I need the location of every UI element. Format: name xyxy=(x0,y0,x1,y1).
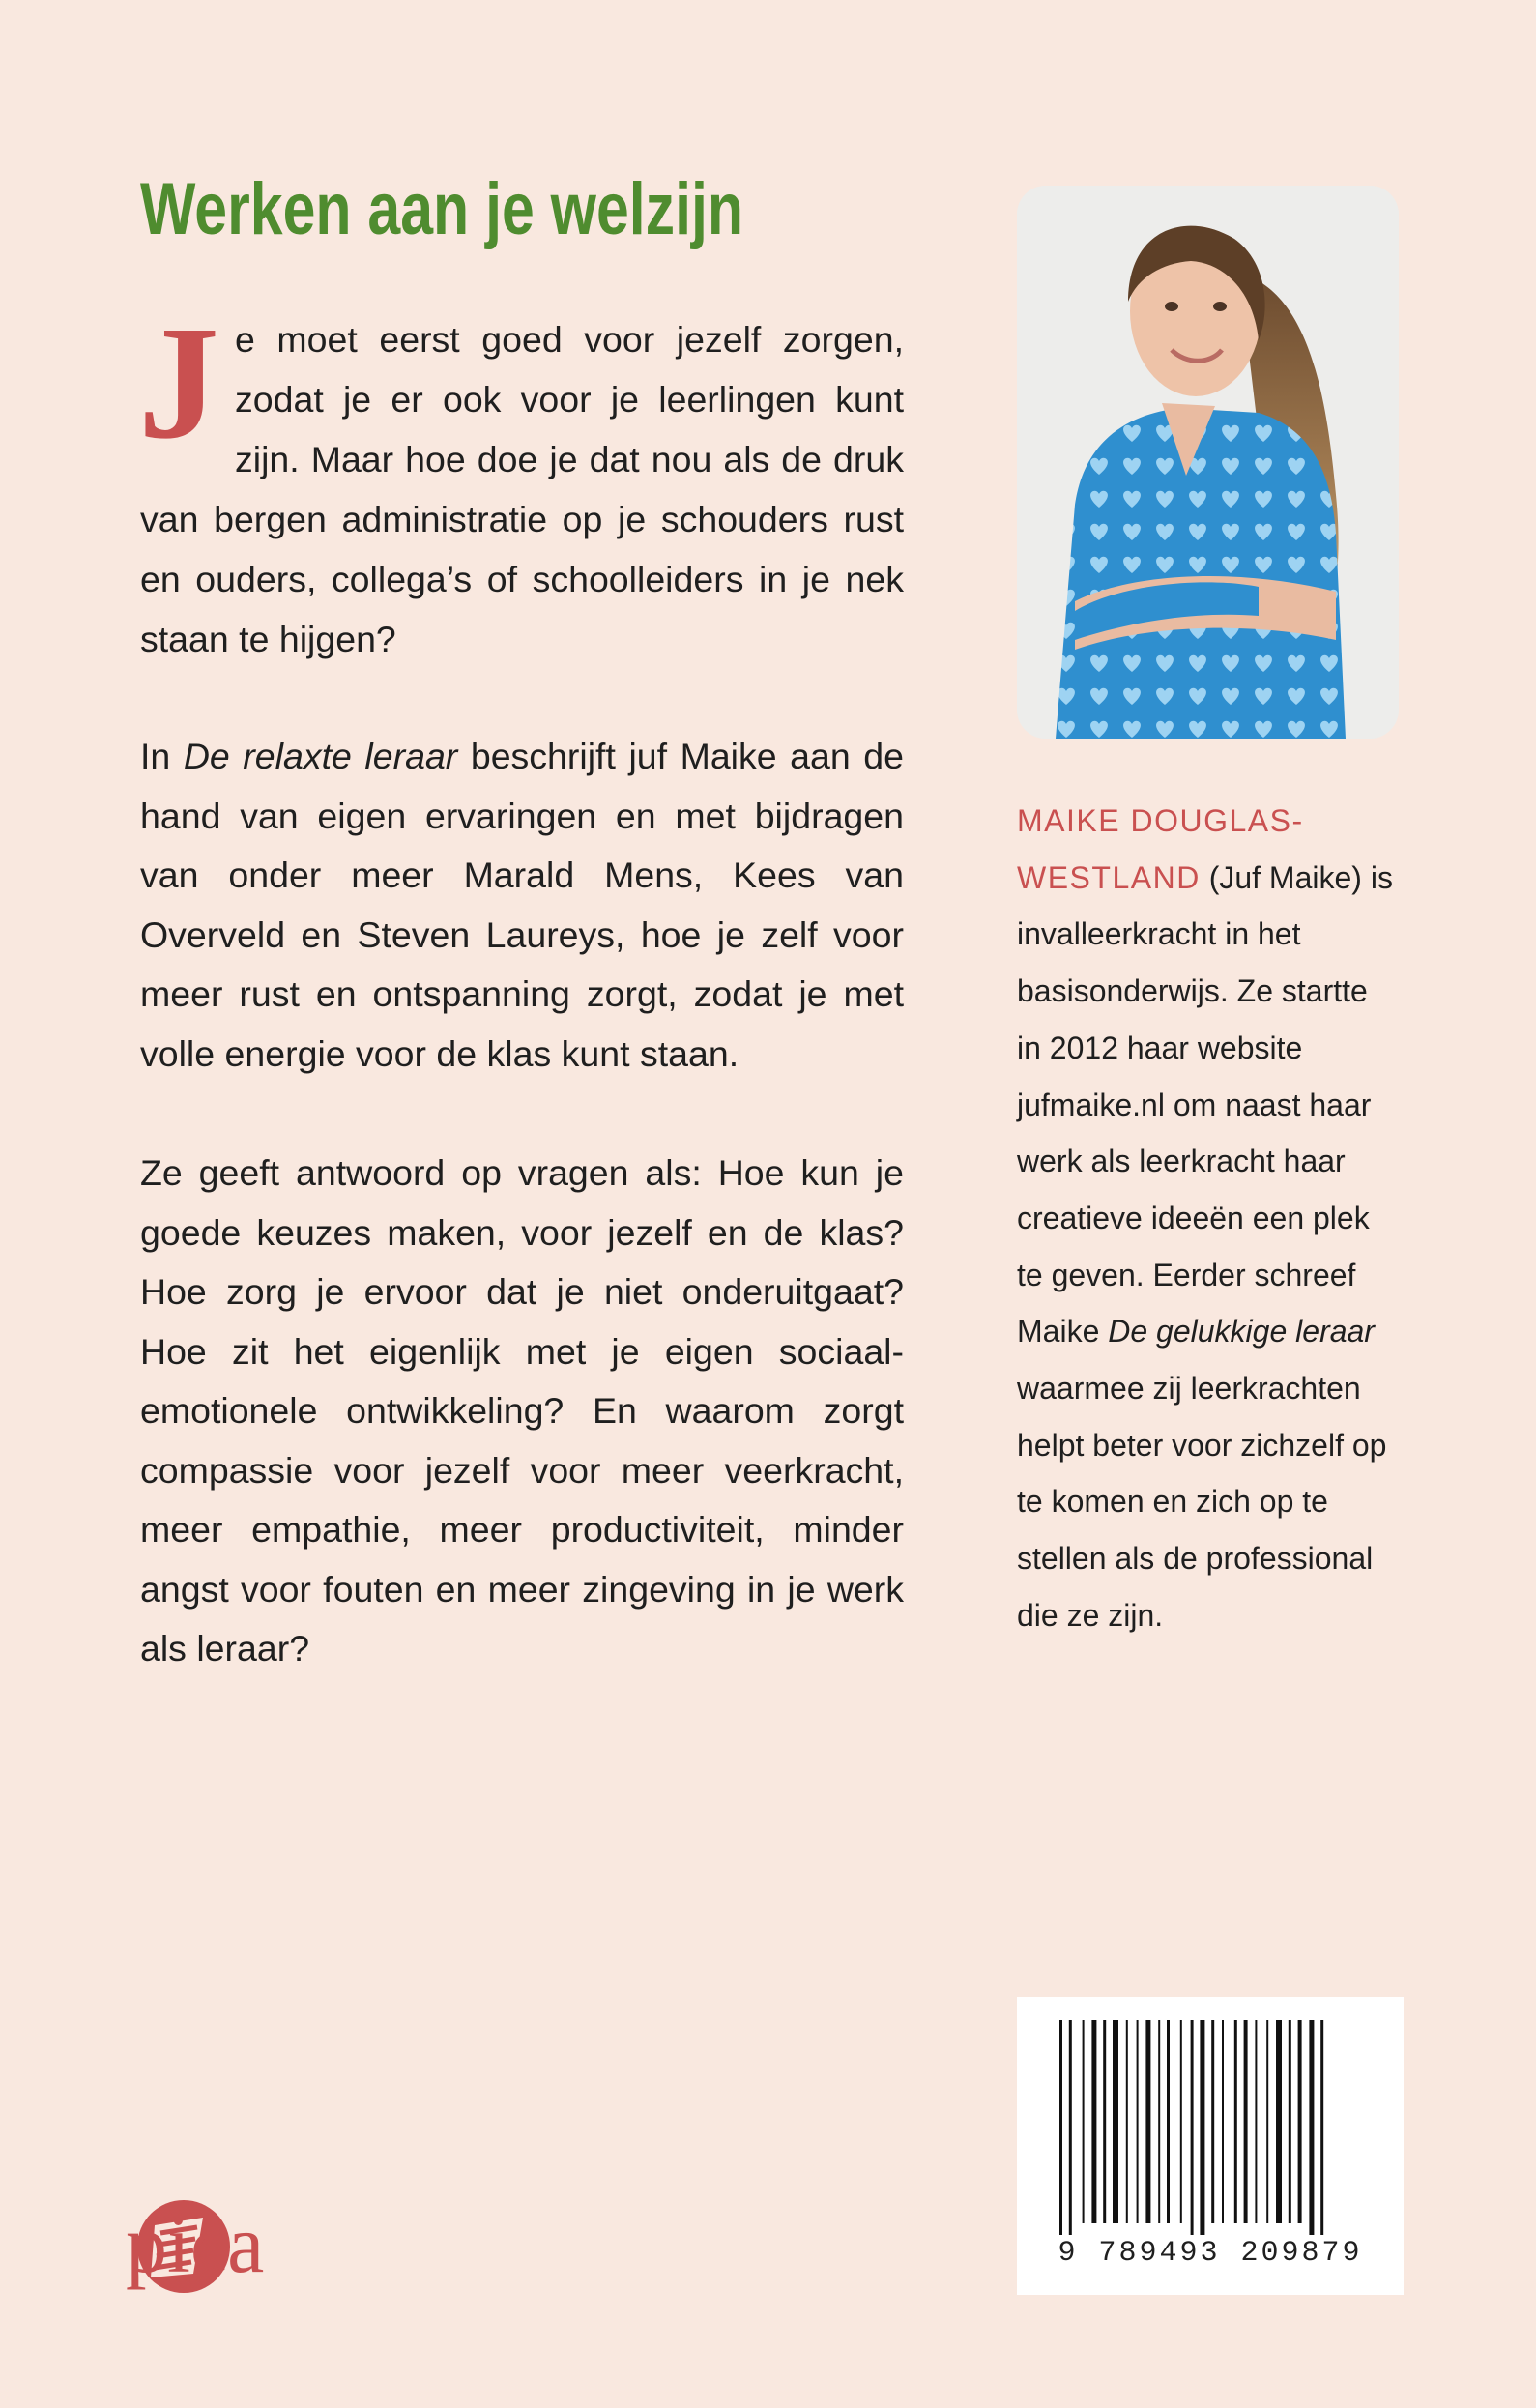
barcode-bar xyxy=(1200,2020,1204,2235)
barcode-bar xyxy=(1137,2020,1139,2223)
questions-paragraph: Ze geeft antwoord op vragen als: Hoe kun je goede keuzes maken, voor jezelf en de klas? Hoe zorg je ervoor dat je niet onderuitgaat? Hoe zit het eigenlijk met je eigen sociaal-emotionele ontwikkeling? En waarom zorgt compassie voor jezelf voor meer veerkracht, meer empathie, meer productiviteit, minder angst voor fouten en meer zingeving in je werk als leraar? xyxy=(140,1152,904,1668)
publisher-name: pica xyxy=(126,2197,265,2290)
barcode-bar xyxy=(1103,2020,1106,2223)
barcode-bar xyxy=(1126,2020,1128,2223)
book-title: De relaxte leraar xyxy=(183,736,458,776)
author-portrait-image xyxy=(1017,186,1399,739)
author-name: MAIKE DOUGLAS-WESTLAND xyxy=(1017,803,1304,895)
barcode-bar xyxy=(1289,2020,1291,2223)
barcode-bar xyxy=(1091,2020,1096,2223)
barcode-bar xyxy=(1158,2020,1160,2223)
barcode-bar xyxy=(1211,2020,1214,2223)
barcode-bar xyxy=(1145,2020,1150,2223)
description-prefix: In xyxy=(140,736,184,776)
author-photo xyxy=(1017,186,1399,739)
description-text: beschrijft juf Maike aan de hand van eigen ervaringen en met bijdragen van onder meer Marald Mens, Kees van Overveld en Steven Laureys, hoe je zelf voor meer rust en ontspanning zorgt, zodat je met volle energie voor de klas kunt staan. xyxy=(140,736,904,1074)
barcode-bar xyxy=(1244,2020,1248,2223)
description-paragraph xyxy=(140,727,904,1084)
barcode-bar xyxy=(1320,2020,1323,2235)
barcode-bar xyxy=(1266,2020,1268,2223)
isbn-barcode xyxy=(1017,1997,1404,2295)
barcode-bar xyxy=(1309,2020,1314,2235)
barcode-bar xyxy=(1255,2020,1257,2223)
barcode-bar xyxy=(1191,2020,1194,2235)
blurb-paragraph xyxy=(138,293,904,669)
barcode-bar xyxy=(1113,2020,1118,2223)
barcode-bar xyxy=(1180,2020,1182,2223)
barcode-bar xyxy=(1167,2020,1170,2223)
author-bio-part1: (Juf Maike) is invalleerkracht in het basisonderwijs. Ze startte in 2012 haar website jufmaike.nl om naast haar werk als leerkracht haar creatieve ideeën een plek te geven. Eerder schreef Maike xyxy=(1017,859,1393,1349)
isbn-number: 9 789493 209879 xyxy=(1058,2237,1363,2270)
barcode-bar xyxy=(1059,2020,1062,2235)
author-bio-part2: waarmee zij leerkrachten helpt beter voor zichzelf op te komen en zich op te stellen als de professional die ze zijn. xyxy=(1017,1371,1387,1633)
back-cover-title: Werken aan je welzijn xyxy=(140,168,744,250)
previous-book-title: De gelukkige leraar xyxy=(1108,1314,1375,1349)
blurb-text: e moet eerst goed voor jezelf zorgen, zodat je er ook voor je leerlingen kunt zijn. Maar hoe doe je dat nou als de druk van bergen administratie op je schouders rust en ouders, collega’s of schoolleiders in je nek staan te hijgen? xyxy=(140,319,904,659)
barcode-bar xyxy=(1222,2020,1224,2223)
barcode-bar xyxy=(1276,2020,1282,2223)
barcode-bars xyxy=(1017,2015,1404,2247)
author-bio xyxy=(1017,793,1399,1644)
barcode-bar xyxy=(1234,2020,1237,2223)
barcode-bar xyxy=(1069,2020,1072,2235)
barcode-bar xyxy=(1298,2020,1302,2223)
barcode-bar xyxy=(1083,2020,1085,2223)
drop-cap: J xyxy=(138,293,219,473)
